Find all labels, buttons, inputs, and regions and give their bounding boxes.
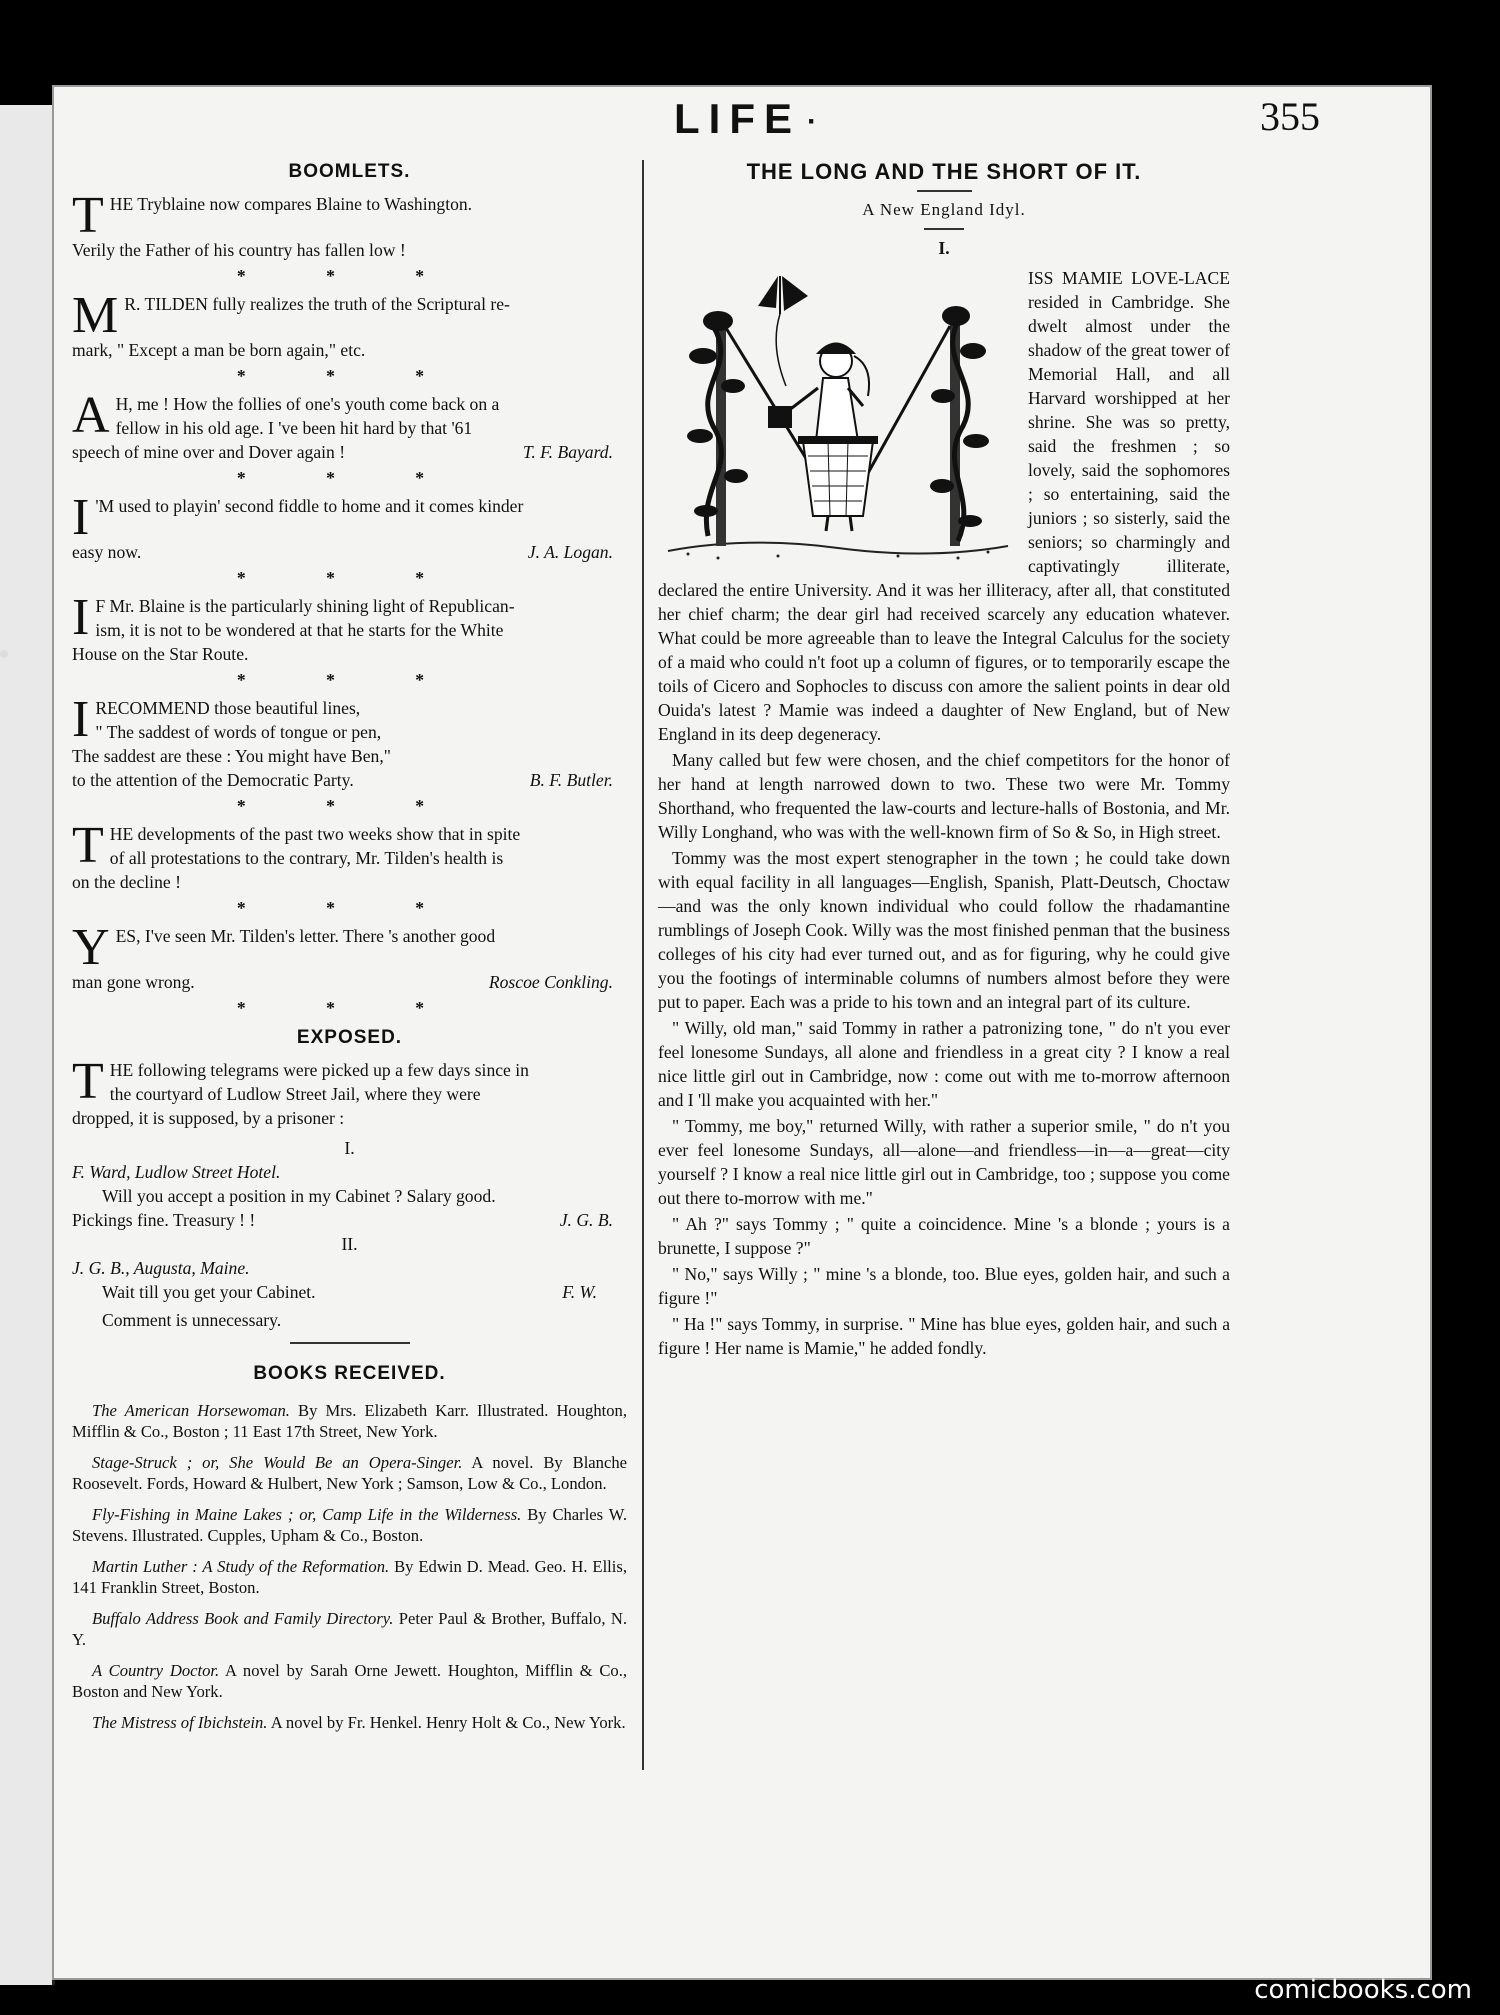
boomlet-item bbox=[72, 589, 627, 666]
book-title: Fly-Fishing in Maine Lakes ; or, Camp Life in the Wilderness. bbox=[92, 1505, 522, 1524]
book-entry bbox=[72, 1400, 627, 1442]
boomlet-line bbox=[72, 870, 627, 894]
boomlet-text: 'M used to playin' second fiddle to home and it comes kinder bbox=[95, 496, 524, 516]
book-title: Stage-Struck ; or, She Would Be an Opera-Singer. bbox=[92, 1453, 463, 1472]
boomlet-line bbox=[72, 392, 627, 416]
story-heading: THE LONG AND THE SHORT OF IT. bbox=[746, 159, 1142, 184]
telegram-body: Pickings fine. Treasury ! ! bbox=[72, 1210, 256, 1230]
exposed-intro-line: dropped, it is supposed, by a prisoner : bbox=[72, 1108, 345, 1128]
illustrated-initial bbox=[658, 266, 1016, 566]
attribution: B. F. Butler. bbox=[529, 770, 613, 790]
dropcap: I bbox=[72, 589, 90, 646]
boomlet-line bbox=[72, 846, 627, 870]
boomlet-line bbox=[72, 192, 627, 216]
telegram-body-line bbox=[72, 1280, 627, 1304]
boomlet-text: easy now. bbox=[72, 542, 142, 562]
boomlet-text: mark, " Except a man be born again," etc. bbox=[72, 340, 366, 360]
star-separator: * * * bbox=[236, 796, 463, 816]
star-separator: * * * bbox=[236, 266, 463, 286]
boomlet-text: ES, I've seen Mr. Tilden's letter. There 's another good bbox=[115, 926, 496, 946]
boomlet-text: HE developments of the past two weeks show that in spite bbox=[109, 824, 521, 844]
boomlet-line bbox=[72, 696, 627, 720]
exposed-comment: Comment is unnecessary. bbox=[102, 1310, 282, 1330]
star-separator: * * * bbox=[236, 366, 463, 386]
boomlet-text: RECOMMEND those beautiful lines, bbox=[95, 698, 361, 718]
boomlet-line bbox=[72, 416, 627, 440]
star-separator: * * * bbox=[236, 468, 463, 488]
book-details: By Mrs. Elizabeth Karr. Illustrated. Houghton, Mifflin & Co., Boston ; 11 East 17th Street, New York. bbox=[72, 1401, 627, 1441]
book-details: A novel by Sarah Orne Jewett. Houghton, Mifflin & Co., Boston and New York. bbox=[72, 1661, 628, 1701]
story-part-number: I. bbox=[938, 238, 950, 258]
boomlet-item bbox=[72, 287, 627, 362]
left-column bbox=[72, 160, 627, 1743]
book-entry bbox=[72, 1504, 627, 1546]
scan-mark bbox=[0, 650, 8, 658]
star-separator: * * * bbox=[236, 670, 463, 690]
star-separator: * * * bbox=[236, 568, 463, 588]
boomlet-text: man gone wrong. bbox=[72, 972, 195, 992]
masthead-dot: · bbox=[807, 104, 826, 138]
boomlet-line bbox=[72, 924, 627, 948]
telegram-signature: J. G. B. bbox=[559, 1210, 613, 1230]
book-entry bbox=[72, 1608, 627, 1650]
boomlet-line bbox=[72, 594, 627, 618]
boomlet-line bbox=[72, 338, 627, 362]
star-separator: * * * bbox=[236, 898, 463, 918]
dropcap: A bbox=[72, 387, 110, 444]
boomlet-item bbox=[72, 817, 627, 894]
boomlet-item bbox=[72, 489, 627, 564]
boomlet-item bbox=[72, 187, 627, 262]
story-paragraph: " No," says Willy ; " mine 's a blonde, too. Blue eyes, golden hair, and such a figure !" bbox=[658, 1264, 1230, 1308]
page-number: 355 bbox=[1260, 94, 1320, 139]
boomlet-text: The saddest are these : You might have Ben," bbox=[72, 746, 391, 766]
books-heading: BOOKS RECEIVED. bbox=[253, 1363, 446, 1384]
story-paragraph: Many called but few were chosen, and the chief competitors for the honor of her hand at length narrowed down to two. These two were Mr. Tommy Shorthand, who frequented the law-courts and lecture-halls of Bostonia, and Mr. Willy Longhand, who was with the well-known firm of So & So, in High street. bbox=[658, 750, 1230, 842]
story-paragraph: Tommy was the most expert stenographer in the town ; he could take down with equal facility in all languages—English, Spanish, Platt-Deutsch, Choctaw—and was the only known individual who could follow the rhadamantine rumblings of Joseph Cook. Willy was the most finished penman that the business colleges of his city had ever turned out, and as for figuring, why he could give you the footings of interminable columns of numbers almost before they were put to paper. Each was a pride to his town and an integral part of its culture. bbox=[658, 848, 1230, 1012]
heading-rule bbox=[917, 190, 972, 192]
section-rule bbox=[290, 1342, 410, 1344]
boomlet-line bbox=[72, 744, 627, 768]
boomlets-list bbox=[72, 187, 627, 1020]
boomlet-line bbox=[72, 822, 627, 846]
dropcap: T bbox=[72, 817, 104, 874]
boomlet-item bbox=[72, 691, 627, 792]
telegram-number: II. bbox=[341, 1234, 358, 1254]
telegram-signature: F. W. bbox=[562, 1282, 597, 1302]
boomlet-text: on the decline ! bbox=[72, 872, 181, 892]
exposed-intro bbox=[72, 1053, 627, 1130]
butterfly-shape bbox=[758, 276, 808, 386]
boomlet-text: to the attention of the Democratic Party. bbox=[72, 770, 354, 790]
attribution: J. A. Logan. bbox=[527, 542, 613, 562]
book-details: A novel. By Blanche Roosevelt. Fords, Howard & Hulbert, New York ; Samson, Low & Co., London. bbox=[72, 1453, 627, 1493]
book-entry bbox=[72, 1556, 627, 1598]
boomlet-text: H, me ! How the follies of one's youth come back on a bbox=[115, 394, 500, 414]
telegram-body-line bbox=[72, 1208, 627, 1232]
column-divider bbox=[642, 160, 644, 1770]
book-details: Peter Paul & Brother, Buffalo, N. Y. bbox=[72, 1609, 627, 1649]
book-entry bbox=[72, 1660, 627, 1702]
telegram-address: F. Ward, Ludlow Street Hotel. bbox=[72, 1162, 281, 1182]
story-paragraph: " Ha !" says Tommy, in surprise. " Mine has blue eyes, golden hair, and such a figure ! Her name is Mamie," he added fondly. bbox=[658, 1314, 1230, 1358]
boomlet-text: of all protestations to the contrary, Mr. Tilden's health is bbox=[109, 848, 504, 868]
book-title: A Country Doctor. bbox=[92, 1661, 220, 1680]
right-column bbox=[658, 160, 1230, 1362]
book-details: By Charles W. Stevens. Illustrated. Cupples, Upham & Co., Boston. bbox=[72, 1505, 627, 1545]
book-title: The Mistress of Ibichstein. bbox=[92, 1713, 268, 1732]
dropcap: I bbox=[72, 489, 90, 546]
story-opening-text: ISS MAMIE LOVE-LACE resided in Cambridge. She dwelt almost under the shadow of the great tower of Memorial Hall, and all Harvard worshipped at her shrine. She was so pretty, said the freshmen ; so lovely, said the sophomores ; so entertaining, said the juniors ; so sisterly, said the seniors; so charmingly and captivatingly illiterate, declared the entire University. And it was her illiteracy, after all, that constituted her chief charm; the dear girl had received scarcely any education whatever. What could be more agreeable than to leave the Integral Calculus for the society of a maid who could n't foot up a column of figures, or to temporarily escape the toils of Cicero and Sophocles to discuss con amore the salient points in dear old Ouida's latest ? Mamie was indeed a daughter of New England, but of New England in its deep degeneracy. bbox=[658, 268, 1230, 744]
boomlets-heading: BOOMLETS. bbox=[288, 161, 411, 182]
boomlet-text: R. TILDEN fully realizes the truth of the Scriptural re- bbox=[124, 294, 510, 314]
boomlet-text: fellow in his old age. I 've been hit hard by that '61 bbox=[115, 418, 473, 438]
exposed-heading: EXPOSED. bbox=[296, 1027, 403, 1048]
dropcap: T bbox=[72, 187, 104, 244]
star-separator: * * * bbox=[236, 998, 463, 1018]
boomlet-line bbox=[72, 970, 627, 994]
boomlet-text: HE Tryblaine now compares Blaine to Washington. bbox=[109, 194, 473, 214]
boomlet-line bbox=[72, 540, 627, 564]
attribution: Roscoe Conkling. bbox=[488, 972, 613, 992]
story-paragraphs bbox=[658, 748, 1230, 1360]
boomlet-line bbox=[72, 768, 627, 792]
telegram-body: Wait till you get your Cabinet. bbox=[102, 1282, 316, 1302]
swing-girl-illustration bbox=[658, 266, 1016, 566]
story-subtitle: A New England Idyl. bbox=[862, 200, 1026, 219]
story-paragraph: " Tommy, me boy," returned Willy, with rather a superior smile, " do n't you ever feel lonesome Sundays, all—alone—and friendless—in—a—great—city yourself ? I know a real nice little girl out in Cambridge, too ; suppose you come out there to-morrow with me." bbox=[658, 1116, 1230, 1208]
boomlet-text: ism, it is not to be wondered at that he starts for the White bbox=[95, 620, 504, 640]
book-details: A novel by Fr. Henkel. Henry Holt & Co., New York. bbox=[270, 1713, 626, 1732]
boomlet-item bbox=[72, 919, 627, 994]
dropcap: T bbox=[72, 1053, 104, 1110]
book-entry bbox=[72, 1712, 627, 1733]
story-paragraph: " Ah ?" says Tommy ; " quite a coincidence. Mine 's a blonde ; yours is a brunette, I suppose ?" bbox=[658, 1214, 1230, 1258]
boomlet-line bbox=[72, 642, 627, 666]
boomlet-line bbox=[72, 494, 627, 518]
book-entry bbox=[72, 1452, 627, 1494]
boomlet-line bbox=[72, 618, 627, 642]
book-title: Martin Luther : A Study of the Reformation. bbox=[92, 1557, 390, 1576]
subtitle-rule bbox=[924, 228, 964, 230]
telegram-address: J. G. B., Augusta, Maine. bbox=[72, 1258, 250, 1278]
story-paragraph: " Willy, old man," said Tommy in rather a patronizing tone, " do n't you ever feel lonesome Sundays, all alone and friendless in a great city ? I know a real nice little girl out in Cambridge, now : come out with me to-morrow afternoon and I 'll make you acquainted with her." bbox=[658, 1018, 1230, 1110]
book-details: By Edwin D. Mead. Geo. H. Ellis, 141 Franklin Street, Boston. bbox=[72, 1557, 628, 1597]
boomlet-line bbox=[72, 238, 627, 262]
dropcap: I bbox=[72, 691, 90, 748]
boomlet-text: House on the Star Route. bbox=[72, 644, 249, 664]
telegram-body: Will you accept a position in my Cabinet ? Salary good. bbox=[102, 1186, 496, 1206]
boomlet-line bbox=[72, 440, 627, 464]
boomlet-item bbox=[72, 387, 627, 464]
boomlet-line bbox=[72, 292, 627, 316]
boomlet-text: speech of mine over and Dover again ! bbox=[72, 442, 346, 462]
masthead-title: LIFE bbox=[674, 95, 801, 142]
exposed-intro-line: the courtyard of Ludlow Street Jail, where they were bbox=[109, 1084, 481, 1104]
boomlet-text: Verily the Father of his country has fallen low ! bbox=[72, 240, 406, 260]
watermark: comicbooks.com bbox=[1254, 1975, 1472, 2005]
book-title: The American Horsewoman. bbox=[92, 1401, 290, 1420]
attribution: T. F. Bayard. bbox=[522, 442, 613, 462]
previous-page-edge bbox=[0, 105, 55, 1985]
telegram-number: I. bbox=[344, 1138, 355, 1158]
exposed-intro-line: HE following telegrams were picked up a few days since in bbox=[109, 1060, 529, 1080]
boomlet-text: F Mr. Blaine is the particularly shining light of Republican- bbox=[95, 596, 515, 616]
boomlet-text: " The saddest of words of tongue or pen, bbox=[95, 722, 382, 742]
books-list bbox=[72, 1400, 627, 1733]
boomlet-line bbox=[72, 720, 627, 744]
dropcap: M bbox=[72, 287, 119, 344]
book-title: Buffalo Address Book and Family Directory. bbox=[92, 1609, 394, 1628]
dropcap: Y bbox=[72, 919, 110, 976]
